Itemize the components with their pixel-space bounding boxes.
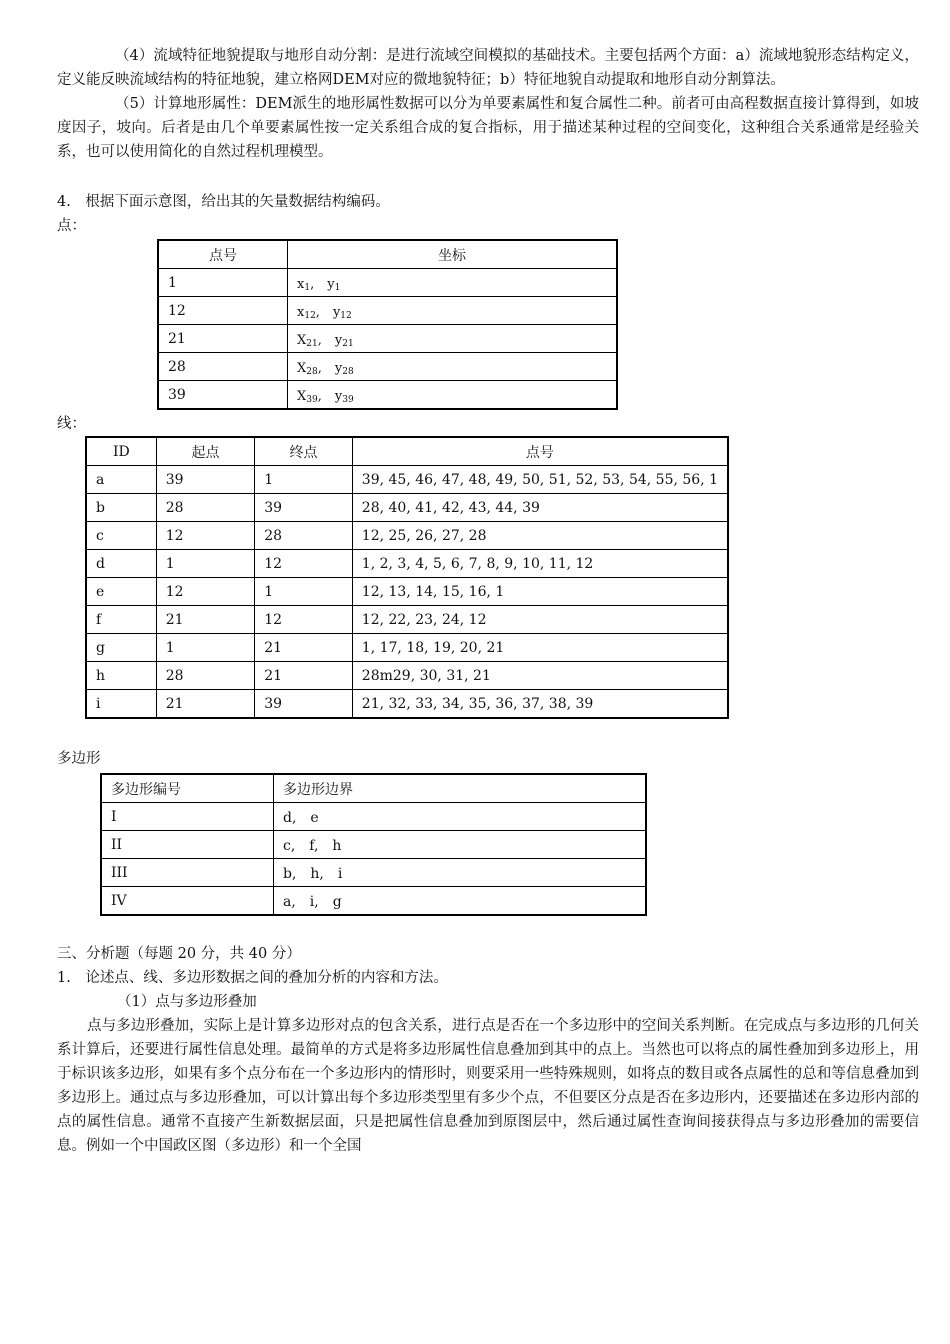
end-cell: 12 <box>255 550 353 578</box>
polygons-label: 多边形 <box>57 751 101 767</box>
paragraph-item-4: （4）流域特征地貌提取与地形自动分割：是进行流域空间模拟的基础技术。主要包括两个方面：a）流域地貌形态结构定义，定义能反映流域结构的特征地貌，建立格网DEM对应的微地貌特征；b）特征地貌自动提取和地形自动分割算法。 <box>57 48 919 88</box>
end-cell: 28 <box>255 522 353 550</box>
column-header: 多边形编号 <box>101 774 274 803</box>
points-label: 点： <box>57 218 86 234</box>
polygons-table-header <box>101 774 646 803</box>
end-cell: 1 <box>255 466 353 494</box>
polygon-boundary-cell: d, e <box>274 803 647 831</box>
column-header: 起点 <box>156 437 255 466</box>
points-table-header <box>158 240 617 269</box>
coordinate-cell: $x_{12}$, $y_{12}$ <box>288 297 618 325</box>
line-id-cell: i <box>86 690 156 719</box>
start-cell: 28 <box>156 494 255 522</box>
start-cell: 1 <box>156 550 255 578</box>
point-list-cell: 12, 13, 14, 15, 16, 1 <box>352 578 728 606</box>
polygon-id-cell: II <box>101 831 274 859</box>
table-row <box>158 325 617 353</box>
table-row <box>158 381 617 410</box>
column-header: ID <box>86 437 156 466</box>
coordinate-cell: $X_{21}$, $y_{21}$ <box>288 325 618 353</box>
point-id-cell: 21 <box>158 325 288 353</box>
start-cell: 1 <box>156 634 255 662</box>
table-row <box>158 297 617 325</box>
point-list-cell: 28m29, 30, 31, 21 <box>352 662 728 690</box>
end-cell: 39 <box>255 494 353 522</box>
column-header: 点号 <box>352 437 728 466</box>
polygon-id-cell: III <box>101 859 274 887</box>
table-row <box>86 466 728 494</box>
line-id-cell: a <box>86 466 156 494</box>
point-id-cell: 12 <box>158 297 288 325</box>
table-row <box>86 578 728 606</box>
column-header: 坐标 <box>288 240 618 269</box>
table-row <box>101 831 646 859</box>
table-row <box>101 887 646 916</box>
line-id-cell: b <box>86 494 156 522</box>
point-list-cell: 12, 25, 26, 27, 28 <box>352 522 728 550</box>
line-id-cell: h <box>86 662 156 690</box>
point-list-cell: 12, 22, 23, 24, 12 <box>352 606 728 634</box>
lines-table-header <box>86 437 728 466</box>
end-cell: 21 <box>255 662 353 690</box>
table-row <box>86 634 728 662</box>
document-page <box>57 44 919 1158</box>
table-row <box>86 494 728 522</box>
point-list-cell: 39, 45, 46, 47, 48, 49, 50, 51, 52, 53, 54, 55, 56, 1 <box>352 466 728 494</box>
start-cell: 21 <box>156 606 255 634</box>
polygon-id-cell: IV <box>101 887 274 916</box>
point-id-cell: 28 <box>158 353 288 381</box>
question-4-title: 4. 根据下面示意图，给出其的矢量数据结构编码。 <box>57 194 390 210</box>
start-cell: 39 <box>156 466 255 494</box>
start-cell: 12 <box>156 522 255 550</box>
start-cell: 12 <box>156 578 255 606</box>
table-row <box>86 550 728 578</box>
line-id-cell: f <box>86 606 156 634</box>
line-id-cell: c <box>86 522 156 550</box>
coordinate-cell: $x_1$, $y_1$ <box>288 269 618 297</box>
table-row <box>101 803 646 831</box>
subsection-title: （1）点与多边形叠加 <box>117 994 257 1010</box>
point-list-cell: 1, 17, 18, 19, 20, 21 <box>352 634 728 662</box>
column-header: 多边形边界 <box>274 774 647 803</box>
line-id-cell: d <box>86 550 156 578</box>
section-3-title: 三、分析题（每题 20 分，共 40 分） <box>57 946 301 962</box>
point-id-cell: 39 <box>158 381 288 410</box>
coordinate-cell: $X_{39}$, $y_{39}$ <box>288 381 618 410</box>
analysis-paragraph: 点与多边形叠加，实际上是计算多边形对点的包含关系，进行点是否在一个多边形中的空间关系判断。在完成点与多边形的几何关系计算后，还要进行属性信息处理。最简单的方式是将多边形属性信息叠加到其中的点上。当然也可以将点的属性叠加到多边形上，用于标识该多边形，如果有多个点分布在一个多边形内的情形时，则要采用一些特殊规则，如将点的数目或各点属性的总和等信息叠加到多边形上。通过点与多边形叠加，可以计算出每个多边形类型里有多少个点，不但要区分点是否在多边形内，还要描述在多边形内部的点的属性信息。通常不直接产生新数据层面，只是把属性信息叠加到原图层中，然后通过属性查询间接获得点与多边形叠加的需要信息。例如一个中国政区图（多边形）和一个全国 <box>57 1018 919 1154</box>
table-row <box>86 522 728 550</box>
end-cell: 39 <box>255 690 353 719</box>
table-row <box>101 859 646 887</box>
start-cell: 28 <box>156 662 255 690</box>
line-id-cell: g <box>86 634 156 662</box>
line-id-cell: e <box>86 578 156 606</box>
table-row <box>86 606 728 634</box>
coordinate-cell: $X_{28}$, $y_{28}$ <box>288 353 618 381</box>
polygon-id-cell: I <box>101 803 274 831</box>
table-row <box>158 269 617 297</box>
table-row <box>86 690 728 719</box>
points-table <box>157 239 618 410</box>
polygon-boundary-cell: b, h, i <box>274 859 647 887</box>
end-cell: 12 <box>255 606 353 634</box>
point-list-cell: 28, 40, 41, 42, 43, 44, 39 <box>352 494 728 522</box>
column-header: 点号 <box>158 240 288 269</box>
table-row <box>158 353 617 381</box>
polygon-boundary-cell: a, i, g <box>274 887 647 916</box>
table-row <box>86 662 728 690</box>
lines-label: 线： <box>57 416 86 432</box>
lines-table <box>85 436 729 719</box>
polygons-table <box>100 773 647 916</box>
point-list-cell: 1, 2, 3, 4, 5, 6, 7, 8, 9, 10, 11, 12 <box>352 550 728 578</box>
paragraph-item-5: （5）计算地形属性：DEM派生的地形属性数据可以分为单要素属性和复合属性二种。前者可由高程数据直接计算得到，如坡度因子，坡向。后者是由几个单要素属性按一定关系组合成的复合指标，用于描述某种过程的空间变化，这种组合关系通常是经验关系，也可以使用简化的自然过程机理模型。 <box>57 96 919 160</box>
end-cell: 1 <box>255 578 353 606</box>
point-list-cell: 21, 32, 33, 34, 35, 36, 37, 38, 39 <box>352 690 728 719</box>
end-cell: 21 <box>255 634 353 662</box>
point-id-cell: 1 <box>158 269 288 297</box>
start-cell: 21 <box>156 690 255 719</box>
column-header: 终点 <box>255 437 353 466</box>
polygon-boundary-cell: c, f, h <box>274 831 647 859</box>
question-1-title: 1. 论述点、线、多边形数据之间的叠加分析的内容和方法。 <box>57 970 448 986</box>
